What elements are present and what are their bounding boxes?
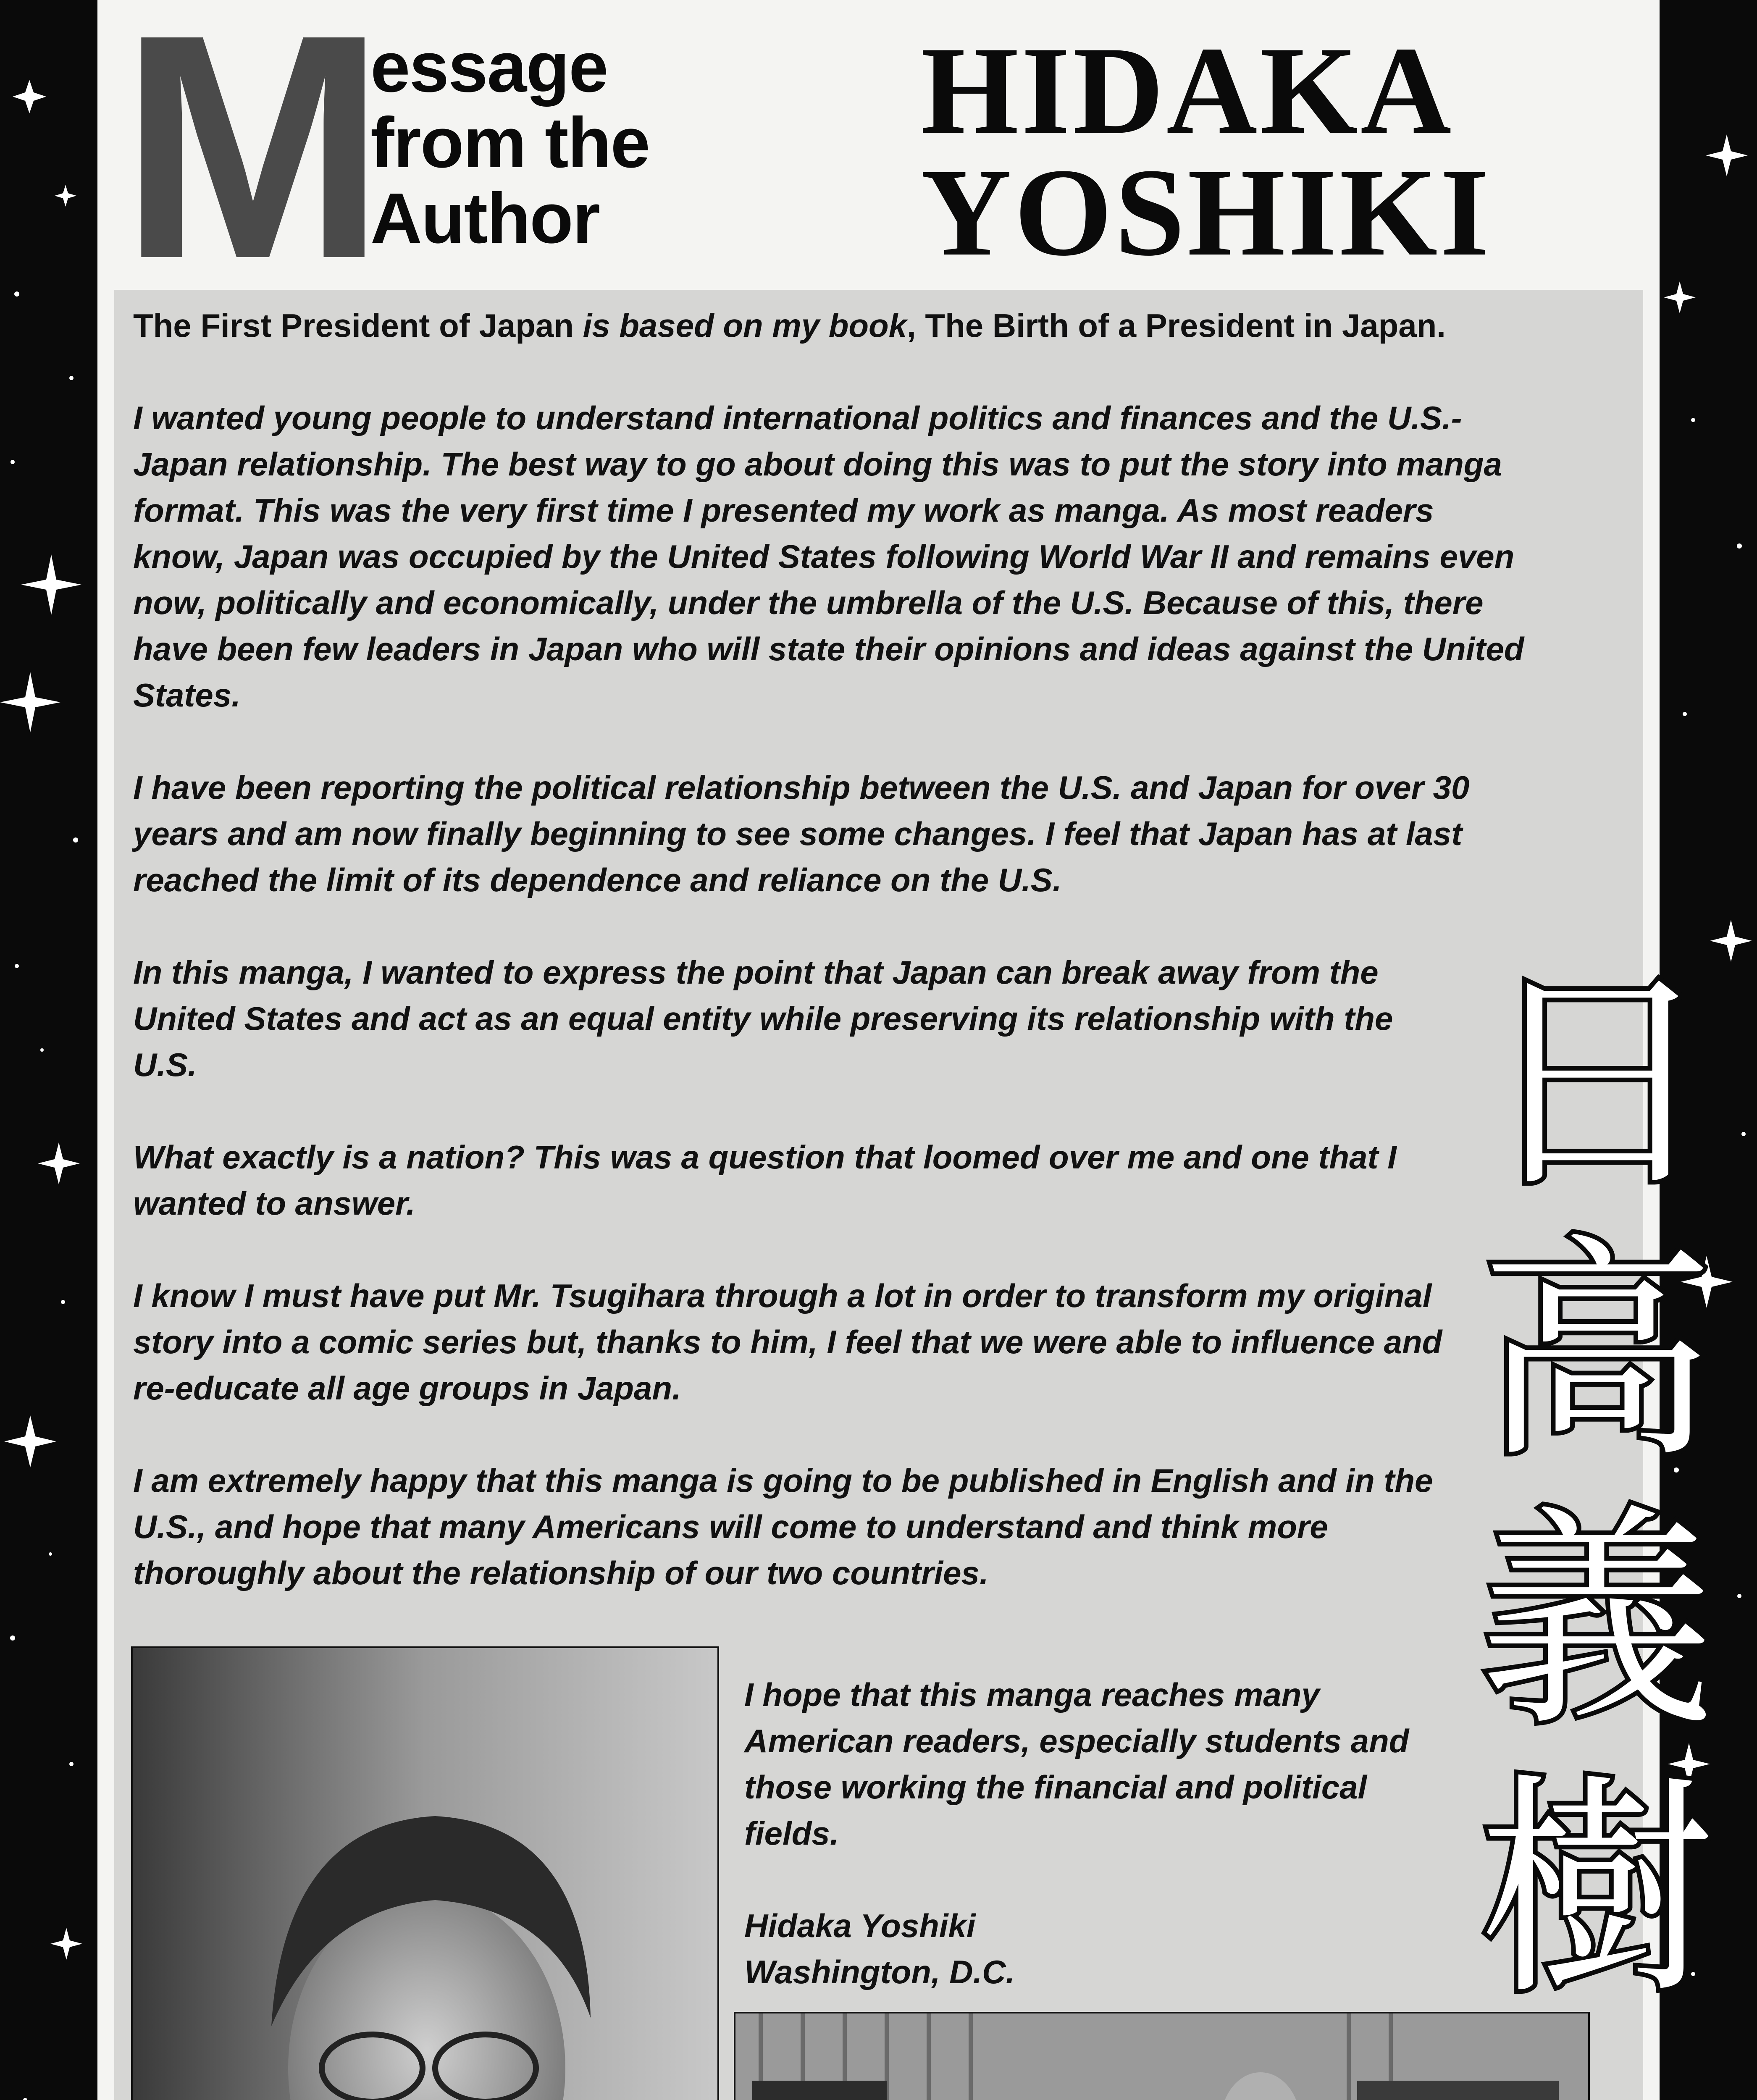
paragraph: I am extremely happy that this manga is going to be published in English and in the U.S., and hope that many Americans will come to understand and think more thoroughly about the relationship of our two countries. [133,1462,1433,1591]
signature-name: Hidaka Yoshiki [744,1907,976,1944]
paragraph: I know I must have put Mr. Tsugihara through a lot in order to transform my original story into a comic series but, thanks to him, I feel that we were able to influence and re-educate all age groups in Japan. [133,1277,1442,1407]
meeting-photo [734,2012,1590,2100]
message-panel [114,290,1715,2100]
paragraph-intro [133,302,1532,349]
kanji-character: 樹 [1479,1753,1715,2027]
starry-border-left [0,0,97,2100]
title-line: Author [370,178,600,258]
author-name-line: HIDAKA [921,21,1454,160]
author-name-line: YOSHIKI [921,142,1492,282]
message-body [133,302,1532,1642]
closing-message: I hope that this manga reaches many American readers, especially students and those working the financial and political fields. [744,1676,1409,1852]
kanji-character: 高 [1479,1215,1715,1489]
intro-text-end: , The Birth of a President in Japan. [907,307,1446,344]
header-title [370,29,917,256]
header-title-block [118,29,904,273]
intro-italic-text: is based on my book [583,307,907,344]
paragraph: In this manga, I wanted to express the point that Japan can break away from the United States and act as an equal entity while preserving its relationship with the U.S. [133,954,1393,1083]
paragraph: I wanted young people to understand international politics and finances and the U.S.-Japan relationship. The best way to go about doing this was to put the story into manga format. This was the very first time I presented my work as manga. As most readers know, Japan was occupied by the United States following World War II and remains even now, politically and economically, under the umbrella of the U.S. Because of this, there have been few leaders in Japan who will state their opinions and ideas against the United States. [133,399,1524,714]
magazine-page [97,0,1715,2100]
title-line: from the [370,103,649,183]
title-line: essage [370,27,608,107]
drop-cap-m: M [120,29,378,273]
signature-place: Washington, D.C. [744,1953,1015,1990]
author-name-heading [921,21,1643,282]
kanji-character: 義 [1479,1484,1715,1758]
paragraph: What exactly is a nation? This was a question that loomed over me and one that I wanted to answer. [133,1139,1397,1222]
closing-note [744,1672,1425,1995]
intro-text: The First President of Japan [133,307,583,344]
author-portrait-photo [131,1646,719,2100]
paragraph: I have been reporting the political relationship between the U.S. and Japan for over 30 years and am now finally beginning to see some changes. I feel that Japan has at last reached the limit of its dependence and reliance on the U.S. [133,769,1470,898]
kanji-author-name [1479,947,1715,2041]
kanji-character: 日 [1479,947,1715,1221]
